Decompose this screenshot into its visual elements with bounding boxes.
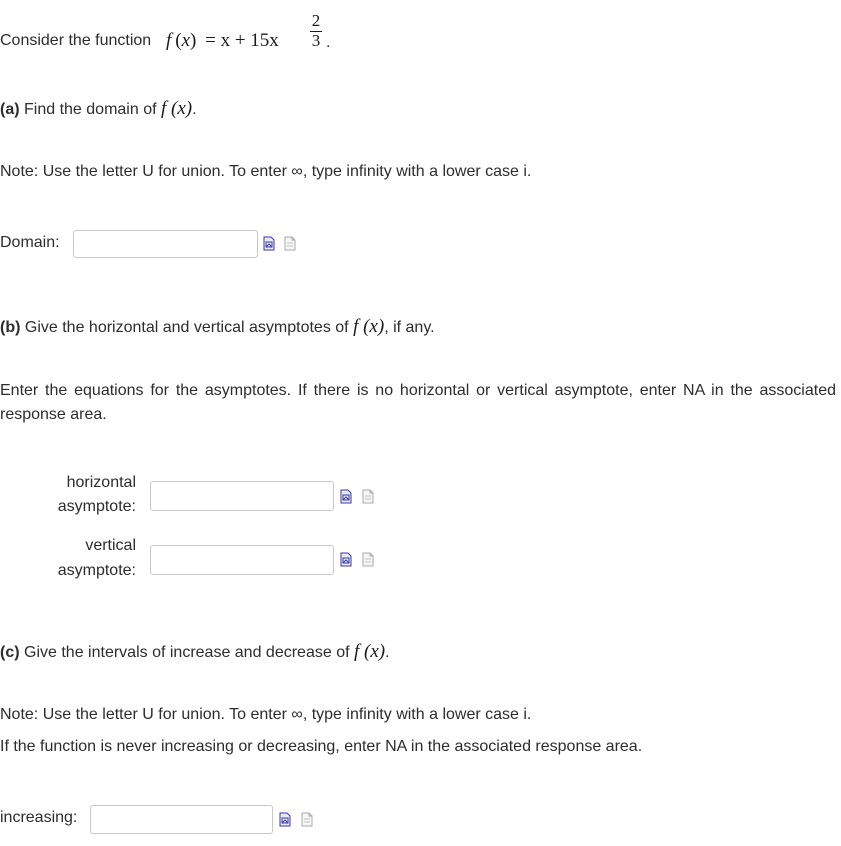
help-document-icon[interactable] xyxy=(362,489,374,504)
exponent-numerator: 2 xyxy=(311,11,321,30)
function-ref: f (x) xyxy=(161,98,193,119)
part-c-question: (c) Give the intervals of increase and decrease of f (x). xyxy=(0,641,390,662)
horizontal-asymptote-input[interactable] xyxy=(150,481,334,511)
intro-text: Consider the function xyxy=(0,32,152,49)
part-b-question: (b) Give the horizontal and vertical asymptotes of f (x), if any. xyxy=(0,316,435,337)
part-a-question: (a) Find the domain of f (x). xyxy=(0,98,197,119)
part-b-instructions: Enter the equations for the asymptotes. If there is no horizontal or vertical asymptote, enter NA in the associated response area. xyxy=(0,382,836,423)
domain-label: Domain: xyxy=(0,234,60,251)
help-document-icon[interactable] xyxy=(362,552,374,567)
help-document-icon[interactable] xyxy=(284,236,296,251)
intro-period: . xyxy=(326,34,331,51)
horizontal-asymptote-label-line1: horizontal xyxy=(66,474,136,491)
increasing-input[interactable] xyxy=(90,805,273,834)
function-definition: f (x) = x + 15x xyxy=(166,30,279,51)
vertical-asymptote-input[interactable] xyxy=(150,545,334,575)
increasing-label: increasing: xyxy=(0,809,78,826)
function-body: = x + 15x xyxy=(205,30,279,51)
function-ref: f (x) xyxy=(353,641,386,662)
domain-input[interactable] xyxy=(73,230,258,258)
exponent-denominator: 3 xyxy=(311,31,321,50)
intro-line xyxy=(0,32,151,50)
vertical-asymptote-label-line1: vertical xyxy=(85,537,136,554)
horizontal-asymptote-label-line2: asymptote: xyxy=(57,498,136,515)
help-document-icon[interactable] xyxy=(301,812,313,827)
preview-icon[interactable] xyxy=(340,489,352,504)
function-ref: f (x) xyxy=(353,316,385,337)
part-c-note2: If the function is never increasing or decreasing, enter NA in the associated response area. xyxy=(0,738,643,755)
part-a-note: Note: Use the letter U for union. To enter ∞, type infinity with a lower case i. xyxy=(0,163,532,180)
part-c-note: Note: Use the letter U for union. To enter ∞, type infinity with a lower case i. xyxy=(0,706,532,723)
vertical-asymptote-label-line2: asymptote: xyxy=(57,562,136,579)
preview-icon[interactable] xyxy=(340,552,352,567)
preview-icon[interactable] xyxy=(279,812,291,827)
preview-icon[interactable] xyxy=(263,236,275,251)
